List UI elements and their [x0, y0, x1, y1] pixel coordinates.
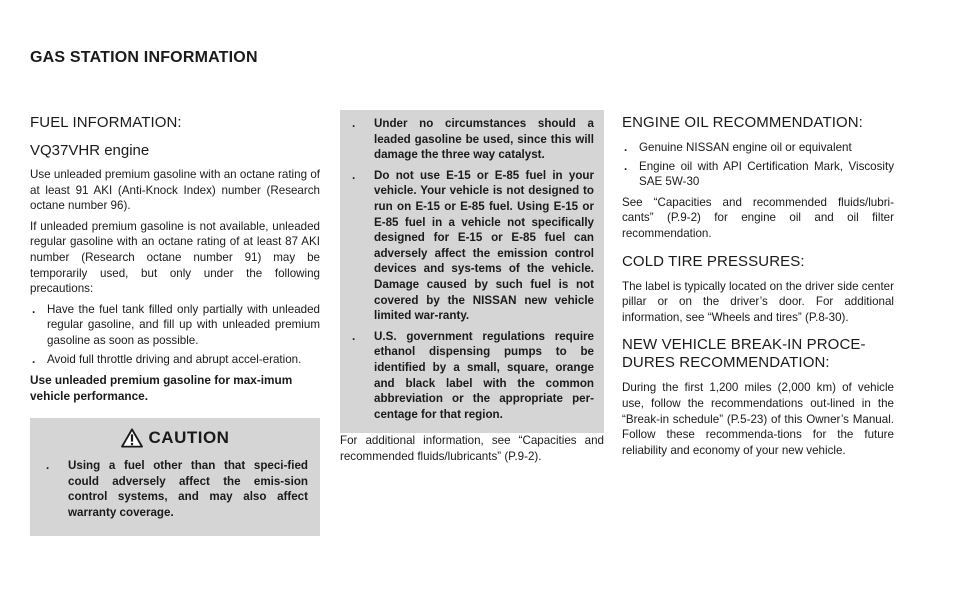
bullet-marker: .	[624, 141, 628, 154]
bullet-marker: .	[624, 159, 628, 173]
engine-oil-paragraph: See “Capacities and recommended fluids/lubri-cants” (P.9-2) for engine oil and oil filter recommendation.	[622, 195, 894, 240]
engine-oil-list	[622, 140, 894, 190]
bullet-marker: .	[32, 302, 36, 316]
caution-title: CAUTION	[148, 428, 230, 448]
fuel-warnings-panel	[340, 110, 604, 433]
list-item: . U.S. government regulations require ethanol dispensing pumps to be identified by a small, square, orange and black label with the common abbreviation or the appropriate per-centage for that region.	[352, 329, 594, 421]
fuel-information-heading: FUEL INFORMATION:	[30, 114, 182, 131]
list-item: . Do not use E-15 or E-85 fuel in your vehicle. Your vehicle is not designed to run on E-15 or E-85 fuel. Using E-15 or E-85 fuel in a vehicle not specifically designed for E-15 or E-85 fuel can adversely affect the emission control devices and sys-tems of the vehicle. Damage caused by such fuel is not covered by the NISSAN new vehicle limited war-ranty.	[352, 168, 594, 323]
left-column	[30, 104, 320, 536]
bullet-marker: .	[352, 329, 356, 343]
list-item: . Using a fuel other than that speci-fied could adversely affect the emis-sion control systems, and may also affect warranty coverage.	[46, 459, 308, 519]
additional-info-paragraph: For additional information, see “Capacities and recommended fluids/lubricants” (P.9-2).	[340, 434, 604, 463]
warning-triangle-icon	[121, 428, 143, 448]
caution-header	[42, 428, 308, 448]
right-column	[622, 104, 894, 463]
fuel-warnings-list	[348, 116, 594, 422]
break-in-heading: NEW VEHICLE BREAK-IN PROCE-DURES RECOMMENDATION:	[622, 336, 866, 372]
engine-oil-heading: ENGINE OIL RECOMMENDATION:	[622, 114, 863, 131]
precautions-list	[30, 302, 320, 367]
caution-list	[42, 458, 308, 520]
tire-pressure-paragraph: The label is typically located on the driver side center pillar or on the driver’s door. For additional information, see “Wheels and tires” (P.8-30).	[622, 279, 894, 324]
octane-paragraph: Use unleaded premium gasoline with an octane rating of at least 91 AKI (Anti-Knock Index) number (Research octane number 96).	[30, 168, 320, 213]
page-title: GAS STATION INFORMATION	[30, 49, 258, 66]
regular-gasoline-paragraph: If unleaded premium gasoline is not available, unleaded regular gasoline with an octane rating of at least 87 AKI number (Research octane number 91) may be temporarily used, but only under the following precautions:	[30, 219, 320, 296]
bullet-marker: .	[46, 459, 50, 473]
bullet-marker: .	[32, 352, 36, 366]
bullet-marker: .	[352, 168, 356, 182]
caution-box	[30, 418, 320, 535]
list-item: . Genuine NISSAN engine oil or equivalent	[624, 141, 852, 154]
list-item: . Avoid full throttle driving and abrupt accel-eration.	[32, 352, 302, 366]
list-item: . Have the fuel tank filled only partially with unleaded regular gasoline, and fill up with unleaded premium gasoline as soon as possible.	[32, 302, 320, 347]
bullet-marker: .	[352, 117, 356, 130]
premium-note: Use unleaded premium gasoline for max-imum vehicle performance.	[30, 373, 293, 404]
middle-column	[340, 110, 604, 469]
list-item: . Under no circumstances should a leaded gasoline be used, since this will damage the three way catalyst.	[352, 117, 594, 162]
engine-heading: VQ37VHR engine	[30, 142, 150, 159]
list-item: . Engine oil with API Certification Mark, Viscosity SAE 5W-30	[624, 159, 894, 189]
break-in-paragraph: During the first 1,200 miles (2,000 km) of vehicle use, follow the recommendations out-lined in the “Break-in schedule” (P.5-23) of this Owner’s Manual. Follow these recommenda-tions for the future reliability and economy of your new vehicle.	[622, 381, 894, 457]
cold-tire-pressures-heading: COLD TIRE PRESSURES:	[622, 252, 805, 270]
